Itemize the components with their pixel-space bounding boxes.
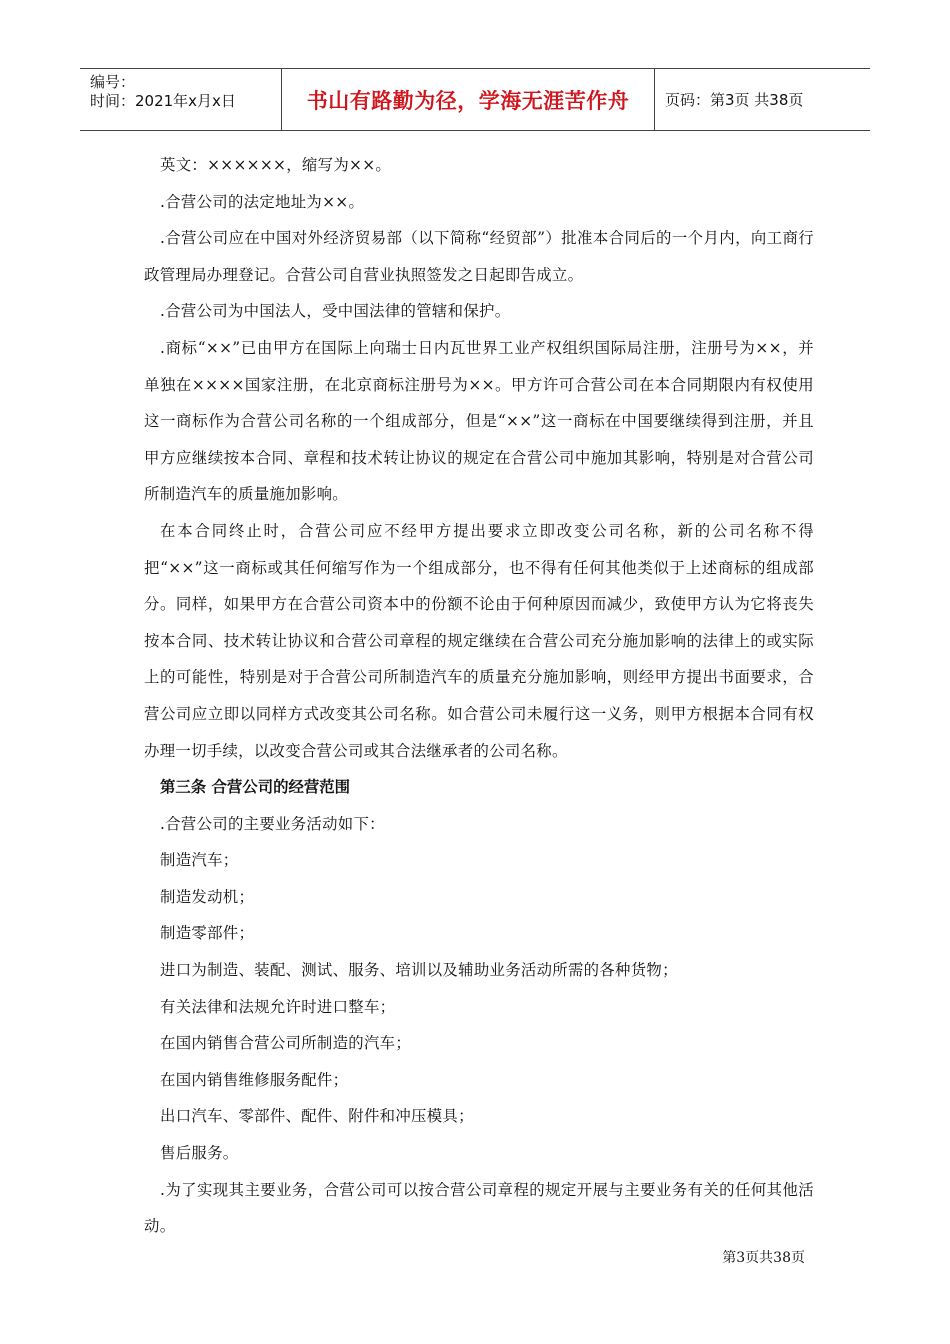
header-motto: 书山有路勤为径，学海无涯苦作舟 [281, 69, 655, 130]
page-header [80, 68, 870, 131]
scope-item: 在国内销售维修服务配件； [160, 1070, 349, 1089]
closing-paragraph: .为了实现其主要业务，合营公司可以按合营公司章程的规定开展与主要业务有关的任何其他活动。 [144, 1180, 814, 1236]
document-body [144, 147, 814, 1245]
scope-item: 出口汽车、零部件、配件、附件和冲压模具； [160, 1107, 474, 1126]
header-page-label: 页码：第3页 共38页 [665, 91, 804, 109]
scope-item: 有关法律和法规允许时进口整车； [160, 997, 396, 1016]
scope-item: 在国内销售合营公司所制造的汽车； [160, 1034, 412, 1053]
paragraph: .合营公司为中国法人，受中国法律的管辖和保护。 [160, 302, 511, 321]
header-meta [80, 69, 281, 130]
scope-intro: .合营公司的主要业务活动如下： [160, 814, 385, 833]
scope-item: 制造发动机； [160, 887, 255, 906]
paragraph: 在本合同终止时，合营公司应不经甲方提出要求立即改变公司名称，新的公司名称不得把“××”这一商标或其任何缩写作为一个组成部分，也不得有任何其他类似于上述商标的组成部分。同样，如果甲方在合营公司资本中的份额不论由于何种原因而减少，致使甲方认为它将丧失按本合同、技术转让协议和合营公司章程的规定继续在合营公司充分施加影响的法律上的或实际上的可能性，特别是对于合营公司所制造汽车的质量充分施加影响，则经甲方提出书面要求，合营公司应立即以同样方式改变其公司名称。如合营公司未履行这一义务，则甲方根据本合同有权办理一切手续，以改变合营公司或其合法继承者的公司名称。 [144, 521, 814, 760]
paragraph: .合营公司的法定地址为××。 [160, 192, 365, 211]
scope-item: 售后服务。 [160, 1144, 239, 1163]
scope-item: 制造零部件； [160, 924, 255, 943]
scope-item: 制造汽车； [160, 851, 239, 870]
scope-item: 进口为制造、装配、测试、服务、培训以及辅助业务活动所需的各种货物； [160, 961, 678, 980]
page-footer: 第3页共38页 [722, 1250, 805, 1266]
paragraph: .合营公司应在中国对外经济贸易部（以下简称“经贸部”）批准本合同后的一个月内，向工商行政管理局办理登记。合营公司自营业执照签发之日起即告成立。 [144, 229, 814, 284]
number-label: 编号： [90, 73, 136, 91]
paragraph: 英文：××××××，缩写为××。 [160, 156, 392, 174]
time-label: 时间：2021年x月x日 [90, 92, 236, 110]
section-heading: 第三条 合营公司的经营范围 [160, 778, 351, 797]
paragraph: .商标“××”已由甲方在国际上向瑞士日内瓦世界工业产权组织国际局注册，注册号为××，并单独在××××国家注册，在北京商标注册号为××。甲方许可合营公司在本合同期限内有权使用这一商标作为合营公司名称的一个组成部分，但是“××”这一商标在中国要继续得到注册，并且甲方应继续按本合同、章程和技术转让协议的规定在合营公司中施加其影响，特别是对合营公司所制造汽车的质量施加影响。 [144, 338, 814, 504]
